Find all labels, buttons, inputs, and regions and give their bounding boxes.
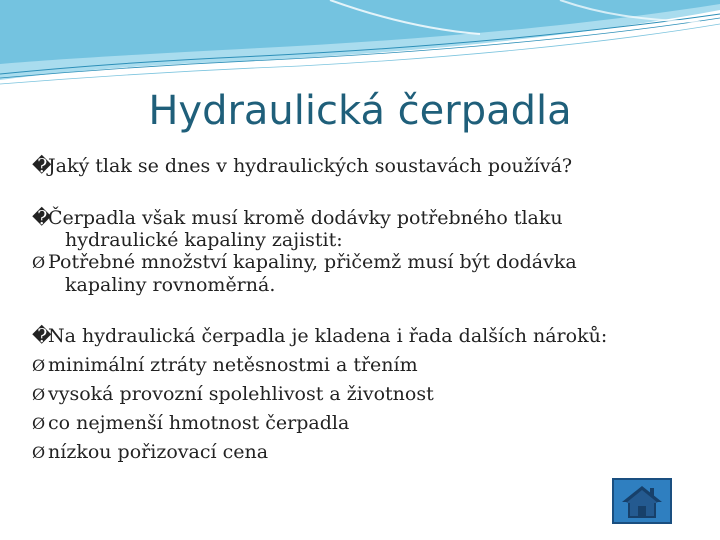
sub-bullet-continuation: kapaliny rovnoměrná.	[65, 274, 276, 296]
sub-bullet-item	[32, 438, 702, 467]
sub-bullet-item	[32, 351, 702, 380]
slide-content	[32, 152, 702, 467]
bullet-icon: �	[32, 207, 52, 229]
arrow-bullet-icon: Ø	[32, 253, 46, 272]
bullet-continuation: hydraulické kapaliny zajistit:	[65, 229, 343, 251]
arrow-bullet-icon: Ø	[32, 356, 46, 375]
home-icon	[614, 480, 670, 522]
bullet-text: Čerpadla však musí kromě dodávky potřebného tlaku	[48, 207, 563, 229]
slide-title: Hydraulická čerpadla	[148, 88, 572, 134]
sub-bullet-text: minimální ztráty netěsnostmi a třením	[48, 354, 418, 376]
arrow-bullet-icon: Ø	[32, 443, 46, 462]
sub-bullet-text: nízkou pořizovací cena	[48, 441, 269, 463]
sub-bullet-item	[32, 409, 702, 438]
bullet-icon: �	[32, 325, 52, 347]
bullet-question	[32, 152, 702, 181]
header-wave-decoration	[0, 0, 720, 90]
sub-bullet-text: co nejmenší hmotnost čerpadla	[48, 412, 350, 434]
arrow-bullet-icon: Ø	[32, 385, 46, 404]
bullet-icon: �	[32, 155, 52, 177]
sub-bullet-quantity	[32, 251, 702, 274]
bullet-text: Jaký tlak se dnes v hydraulických soustavách používá?	[48, 155, 573, 177]
bullet-text: Na hydraulická čerpadla je kladena i řada dalších nároků:	[48, 325, 608, 347]
sub-bullet-text: Potřebné množství kapaliny, přičemž musí být dodávka	[48, 251, 577, 273]
bullet-pump-requirement	[32, 207, 702, 229]
sub-bullet-item	[32, 380, 702, 409]
home-button[interactable]	[612, 478, 672, 524]
bullet-further-demands	[32, 322, 702, 351]
arrow-bullet-icon: Ø	[32, 414, 46, 433]
sub-bullet-text: vysoká provozní spolehlivost a životnost	[48, 383, 434, 405]
